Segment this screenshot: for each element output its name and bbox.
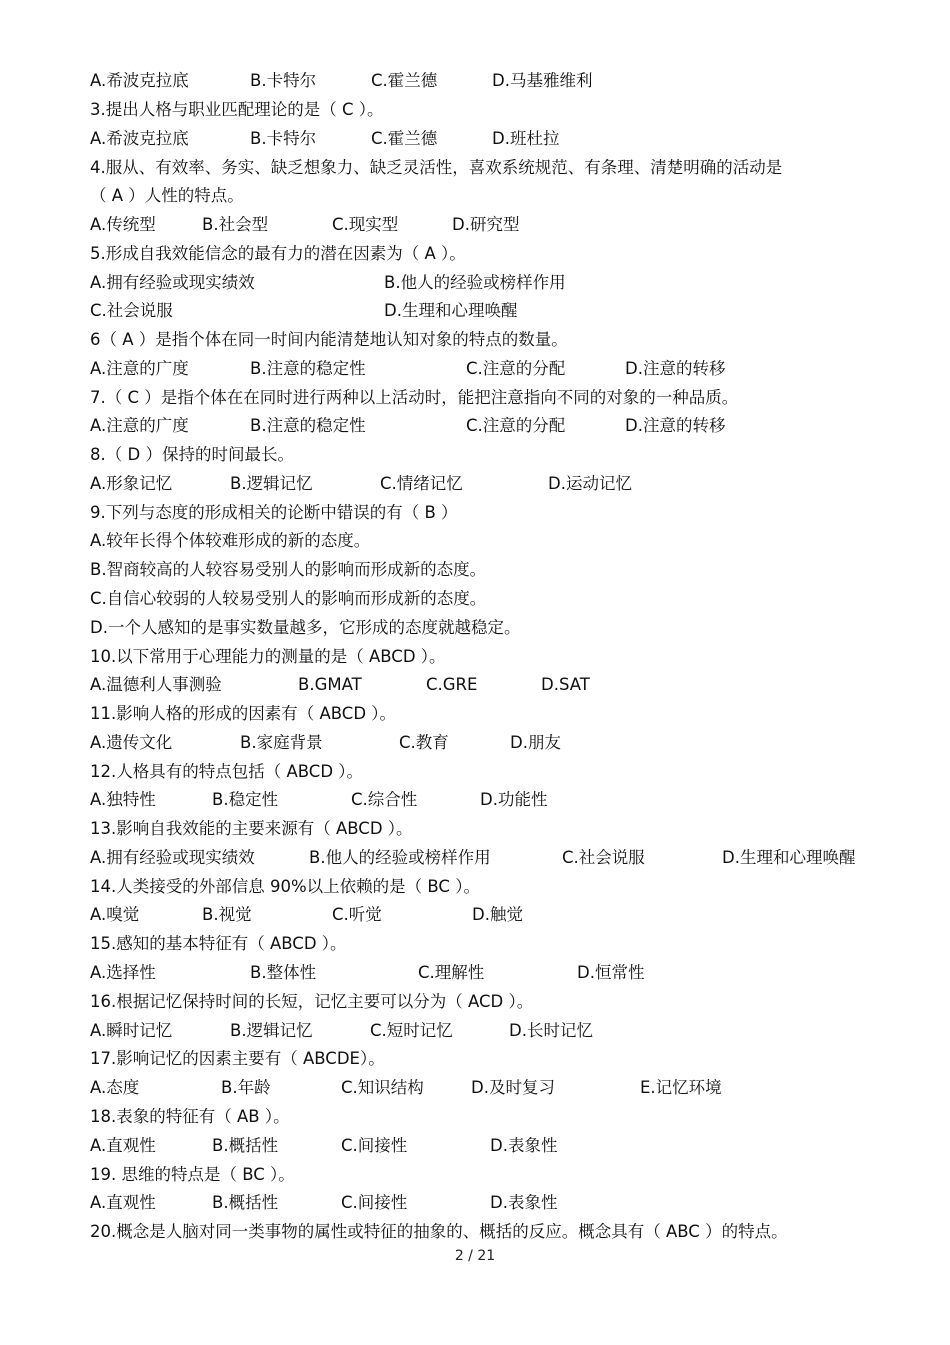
option-text: B.卡特尔: [250, 71, 317, 90]
question-text: D.一个人感知的是事实数量越多，它形成的态度就越稳定。: [90, 618, 521, 637]
option-text: A.选择性: [90, 963, 156, 982]
question-text: 10.以下常用于心理能力的测量的是（ ABCD ）。: [90, 647, 446, 666]
option-text: A.拥有经验或现实绩效: [90, 273, 255, 292]
option-text: B.年龄: [221, 1078, 271, 1097]
page-number: 2 / 21: [454, 1248, 496, 1264]
option-text: C.霍兰德: [371, 71, 438, 90]
option-text: A.拥有经验或现实绩效: [90, 848, 255, 867]
question-text: B.智商较高的人较容易受别人的影响而形成新的态度。: [90, 560, 487, 579]
option-text: C.间接性: [341, 1136, 408, 1155]
option-text: C.教育: [399, 733, 449, 752]
question-text: 12.人格具有的特点包括（ ABCD ）。: [90, 762, 364, 781]
option-text: B.逻辑记忆: [230, 1021, 313, 1040]
option-text: B.GMAT: [298, 675, 362, 694]
option-text: C.社会说服: [90, 301, 173, 320]
option-text: A.希波克拉底: [90, 129, 189, 148]
option-text: A.直观性: [90, 1193, 156, 1212]
option-text: C.注意的分配: [466, 359, 566, 378]
option-text: C.知识结构: [341, 1078, 424, 1097]
option-text: A.直观性: [90, 1136, 156, 1155]
option-text: B.视觉: [202, 905, 252, 924]
option-text: E.记忆环境: [640, 1078, 722, 1097]
option-text: D.生理和心理唤醒: [722, 848, 856, 867]
question-text: C.自信心较弱的人较易受别人的影响而形成新的态度。: [90, 589, 487, 608]
option-text: D.及时复习: [471, 1078, 555, 1097]
question-text: 9.下列与态度的形成相关的论断中错误的有（ B ）: [90, 503, 458, 522]
option-text: D.朋友: [510, 733, 561, 752]
option-text: C.现实型: [332, 215, 399, 234]
question-text: （ A ）人性的特点。: [90, 186, 244, 205]
option-text: B.社会型: [202, 215, 269, 234]
option-text: D.注意的转移: [625, 359, 726, 378]
option-text: D.研究型: [452, 215, 520, 234]
option-text: B.概括性: [212, 1136, 279, 1155]
option-text: C.听觉: [332, 905, 382, 924]
option-text: B.卡特尔: [250, 129, 317, 148]
option-text: A.嗅觉: [90, 905, 140, 924]
option-text: B.家庭背景: [240, 733, 323, 752]
option-text: C.综合性: [351, 790, 418, 809]
option-text: A.遗传文化: [90, 733, 173, 752]
option-text: A.态度: [90, 1078, 140, 1097]
option-text: A.温德利人事测验: [90, 675, 222, 694]
option-text: A.传统型: [90, 215, 156, 234]
option-text: C.霍兰德: [371, 129, 438, 148]
question-text: 6（ A ）是指个体在同一时间内能清楚地认知对象的特点的数量。: [90, 330, 568, 349]
option-text: B.逻辑记忆: [230, 474, 313, 493]
question-text: 13.影响自我效能的主要来源有（ ABCD ）。: [90, 819, 413, 838]
option-text: A.独特性: [90, 790, 156, 809]
question-text: 16.根据记忆保持时间的长短，记忆主要可以分为（ ACD ）。: [90, 992, 534, 1011]
question-text: 4.服从、有效率、务实、缺乏想象力、缺乏灵活性，喜欢系统规范、有条理、清楚明确的活动是: [90, 158, 783, 177]
option-text: D.运动记忆: [548, 474, 632, 493]
option-text: D.马基雅维利: [492, 71, 593, 90]
option-text: B.整体性: [250, 963, 317, 982]
question-text: 20.概念是人脑对同一类事物的属性或特征的抽象的、概括的反应。概念具有（ ABC ）的特点。: [90, 1222, 788, 1241]
question-text: 15.感知的基本特征有（ ABCD ）。: [90, 934, 347, 953]
question-text: 11.影响人格的形成的因素有（ ABCD ）。: [90, 704, 397, 723]
option-text: D.触觉: [472, 905, 523, 924]
option-text: C.社会说服: [562, 848, 645, 867]
option-text: C.情绪记忆: [380, 474, 463, 493]
option-text: A.瞬时记忆: [90, 1021, 173, 1040]
option-text: B.他人的经验或榜样作用: [309, 848, 491, 867]
option-text: D.表象性: [490, 1193, 558, 1212]
question-text: 19. 思维的特点是（ BC ）。: [90, 1165, 295, 1184]
option-text: B.稳定性: [212, 790, 279, 809]
option-text: A.希波克拉底: [90, 71, 189, 90]
question-text: 18.表象的特征有（ AB ）。: [90, 1107, 290, 1126]
option-text: B.他人的经验或榜样作用: [384, 273, 566, 292]
question-text: 8.（ D ）保持的时间最长。: [90, 445, 294, 464]
option-text: D.恒常性: [577, 963, 645, 982]
option-text: D.生理和心理唤醒: [384, 301, 518, 320]
question-text: 5.形成自我效能信念的最有力的潜在因素为（ A ）。: [90, 244, 466, 263]
option-text: A.形象记忆: [90, 474, 173, 493]
option-text: C.注意的分配: [466, 416, 566, 435]
option-text: C.间接性: [341, 1193, 408, 1212]
option-text: D.班杜拉: [492, 129, 560, 148]
question-text: 17.影响记忆的因素主要有（ ABCDE）。: [90, 1049, 385, 1068]
question-text: A.较年长得个体较难形成的新的态度。: [90, 531, 371, 550]
option-text: C.GRE: [426, 675, 478, 694]
option-text: D.长时记忆: [509, 1021, 593, 1040]
option-text: D.功能性: [480, 790, 548, 809]
option-text: B.注意的稳定性: [250, 359, 366, 378]
question-text: 3.提出人格与职业匹配理论的是（ C ）。: [90, 100, 384, 119]
question-text: 7.（ C ）是指个体在在同时进行两种以上活动时，能把注意指向不同的对象的一种品质。: [90, 388, 739, 407]
option-text: B.概括性: [212, 1193, 279, 1212]
option-text: C.短时记忆: [370, 1021, 453, 1040]
option-text: D.表象性: [490, 1136, 558, 1155]
option-text: D.SAT: [541, 675, 590, 694]
option-text: C.理解性: [418, 963, 485, 982]
option-text: D.注意的转移: [625, 416, 726, 435]
option-text: A.注意的广度: [90, 416, 189, 435]
question-text: 14.人类接受的外部信息 90%以上依赖的是（ BC ）。: [90, 877, 480, 896]
option-text: B.注意的稳定性: [250, 416, 366, 435]
option-text: A.注意的广度: [90, 359, 189, 378]
